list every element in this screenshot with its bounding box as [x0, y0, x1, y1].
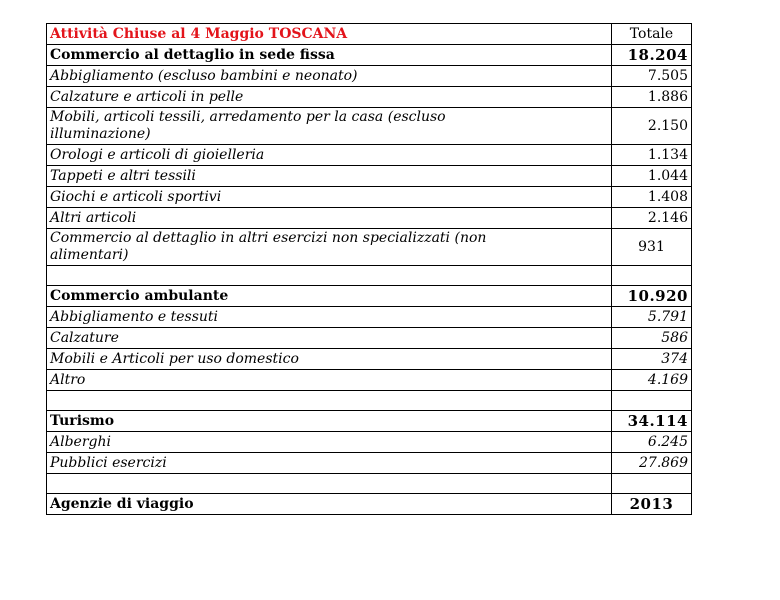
table-title: Attività Chiuse al 4 Maggio TOSCANA [47, 24, 612, 45]
table-row [47, 66, 692, 87]
row-value: 2.150 [612, 108, 692, 145]
row-label: Orologi e articoli di gioielleria [47, 145, 612, 166]
row-label-line2: alimentari) [50, 247, 129, 263]
section-total: 2013 [612, 494, 692, 515]
row-label-line1: Commercio al dettaglio in altri esercizi non specializzati (non [50, 230, 487, 246]
row-value: 6.245 [612, 432, 692, 453]
row-value: 1.408 [612, 187, 692, 208]
row-value: 27.869 [612, 453, 692, 474]
row-label [47, 229, 612, 266]
table-row [47, 208, 692, 229]
row-value: 586 [612, 328, 692, 349]
row-value: 1.886 [612, 87, 692, 108]
table-row [47, 432, 692, 453]
row-label: Calzature [47, 328, 612, 349]
row-label: Calzature e articoli in pelle [47, 87, 612, 108]
row-value: 4.169 [612, 370, 692, 391]
section-total: 10.920 [612, 286, 692, 307]
section-total: 34.114 [612, 411, 692, 432]
row-label: Altro [47, 370, 612, 391]
section-label: Commercio ambulante [47, 286, 612, 307]
total-column-header: Totale [612, 24, 692, 45]
row-value: 1.044 [612, 166, 692, 187]
section-total: 18.204 [612, 45, 692, 66]
table-row [47, 307, 692, 328]
table-row [47, 453, 692, 474]
row-label: Mobili e Articoli per uso domestico [47, 349, 612, 370]
section-row-agenzie [47, 494, 692, 515]
table-row [47, 349, 692, 370]
row-label: Alberghi [47, 432, 612, 453]
row-value: 1.134 [612, 145, 692, 166]
section-row-ambulante [47, 286, 692, 307]
row-label: Pubblici esercizi [47, 453, 612, 474]
row-label: Abbigliamento e tessuti [47, 307, 612, 328]
spacer-row [47, 266, 692, 286]
table-row [47, 187, 692, 208]
table-row [47, 328, 692, 349]
section-row-turismo [47, 411, 692, 432]
section-label: Agenzie di viaggio [47, 494, 612, 515]
spacer-row [47, 391, 692, 411]
row-value: 931 [612, 229, 692, 266]
row-label [47, 108, 612, 145]
row-value: 7.505 [612, 66, 692, 87]
row-value: 5.791 [612, 307, 692, 328]
row-label: Tappeti e altri tessili [47, 166, 612, 187]
section-row-dettaglio [47, 45, 692, 66]
closed-activities-table [46, 23, 692, 515]
row-value: 374 [612, 349, 692, 370]
spacer-row [47, 474, 692, 494]
section-label: Turismo [47, 411, 612, 432]
table-row [47, 166, 692, 187]
row-label: Altri articoli [47, 208, 612, 229]
header-row [47, 24, 692, 45]
table-row [47, 145, 692, 166]
table-row [47, 370, 692, 391]
row-label: Abbigliamento (escluso bambini e neonato) [47, 66, 612, 87]
row-label-line1: Mobili, articoli tessili, arredamento per la casa (escluso [50, 109, 446, 125]
section-label: Commercio al dettaglio in sede fissa [47, 45, 612, 66]
table-row [47, 87, 692, 108]
table-row [47, 108, 692, 145]
table-row [47, 229, 692, 266]
row-label: Giochi e articoli sportivi [47, 187, 612, 208]
row-value: 2.146 [612, 208, 692, 229]
row-label-line2: illuminazione) [50, 126, 151, 142]
